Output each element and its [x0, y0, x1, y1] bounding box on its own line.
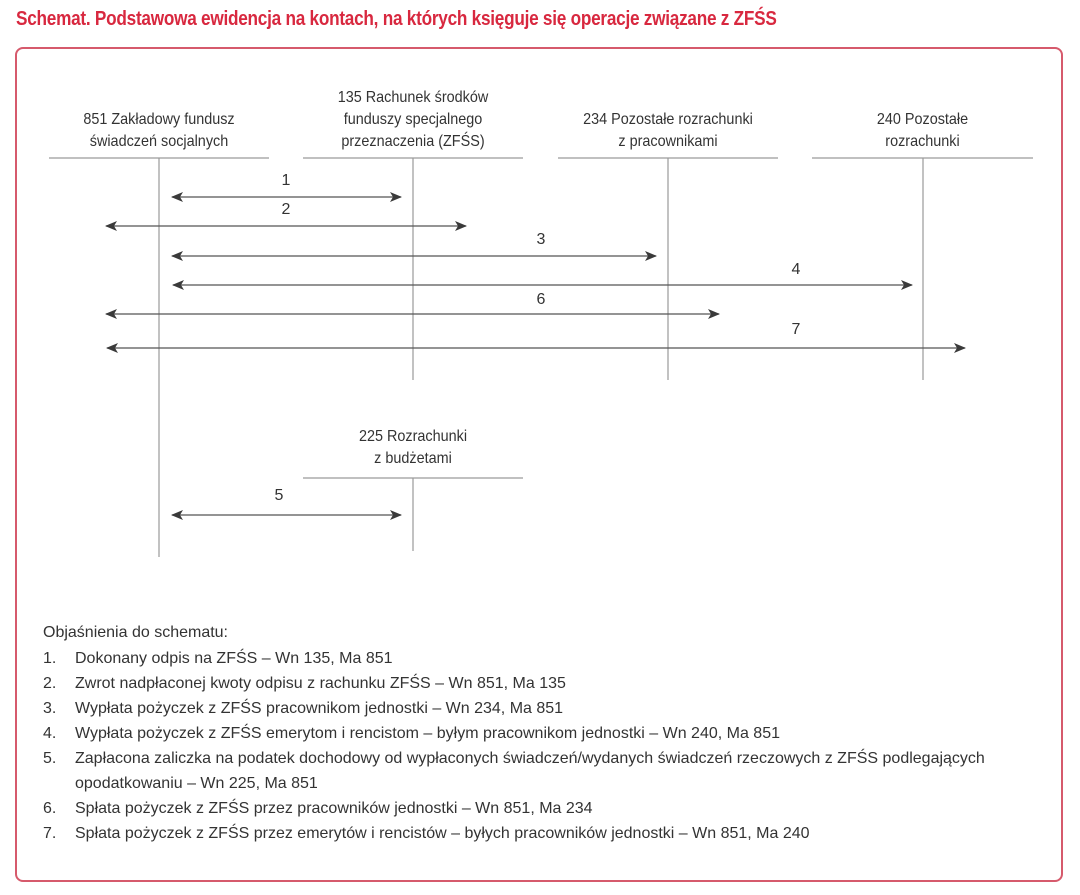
legend-item-number: 3.	[43, 700, 57, 717]
arrow-4-number: 4	[791, 261, 801, 278]
legend-item-text: Spłata pożyczek z ZFŚS przez pracowników jednostki – Wn 851, Ma 234	[75, 800, 593, 817]
account-851-line2: świadczeń socjalnych	[89, 133, 229, 150]
account-234-line2: z pracownikami	[618, 133, 718, 150]
arrow-7-number: 7	[791, 321, 801, 338]
legend-item-text: Wypłata pożyczek z ZFŚS emerytom i rencistom – byłym pracownikom jednostki – Wn 240, Ma 851	[75, 725, 780, 742]
legend-item-text: Zwrot nadpłaconej kwoty odpisu z rachunku ZFŚS – Wn 851, Ma 135	[75, 675, 566, 692]
legend-item	[43, 646, 1053, 671]
legend-item-text: Spłata pożyczek z ZFŚS przez emerytów i rencistów – byłych pracowników jednostki – Wn 851, Ma 240	[75, 825, 810, 842]
account-135-line2: funduszy specjalnego	[343, 111, 483, 128]
account-label-225	[314, 426, 512, 470]
arrow-1-number: 1	[281, 172, 291, 189]
arrow-5-number: 5	[274, 487, 284, 504]
legend-item	[43, 696, 1053, 721]
legend-item-number: 6.	[43, 800, 57, 817]
diagram-title: Schemat. Podstawowa ewidencja na kontach, na których księguje się operacje związane z ZFŚS	[16, 8, 777, 30]
legend-item-number: 1.	[43, 650, 57, 667]
legend-item-number: 2.	[43, 675, 57, 692]
account-label-234	[569, 109, 767, 153]
account-851-line1: 851 Zakładowy fundusz	[83, 111, 235, 128]
account-label-851	[60, 109, 258, 153]
legend-item-number: 4.	[43, 725, 57, 742]
legend-item	[43, 746, 1053, 796]
legend-item	[43, 796, 1053, 821]
account-240-line2: rozrachunki	[885, 133, 960, 150]
account-label-135	[314, 87, 512, 153]
account-label-240	[823, 109, 1022, 153]
account-225-line1: 225 Rozrachunki	[358, 428, 468, 445]
legend-item	[43, 721, 1053, 746]
legend-item-text: Zapłacona zaliczka na podatek dochodowy od wypłaconych świadczeń/wydanych świadczeń rzeczowych z ZFŚS podlegających opodatkowaniu – Wn 225, Ma 851	[75, 750, 985, 792]
legend-item-text: Dokonany odpis na ZFŚS – Wn 135, Ma 851	[75, 650, 393, 667]
legend-item-text: Wypłata pożyczek z ZFŚS pracownikom jednostki – Wn 234, Ma 851	[75, 700, 564, 717]
legend	[43, 620, 1053, 846]
legend-item	[43, 821, 1053, 846]
arrow-3-number: 3	[536, 231, 546, 248]
legend-heading: Objaśnienia do schematu:	[43, 624, 228, 641]
arrow-2-number: 2	[281, 201, 291, 218]
account-234-line1: 234 Pozostałe rozrachunki	[583, 111, 753, 128]
account-135-line1: 135 Rachunek środków	[337, 89, 489, 106]
legend-item-number: 7.	[43, 825, 57, 842]
arrow-6-number: 6	[536, 291, 546, 308]
account-240-line1: 240 Pozostałe	[876, 111, 969, 128]
account-225-line2: z budżetami	[374, 450, 452, 467]
account-135-line3: przeznaczenia (ZFŚS)	[341, 133, 485, 150]
legend-item	[43, 671, 1053, 696]
legend-item-number: 5.	[43, 750, 57, 767]
